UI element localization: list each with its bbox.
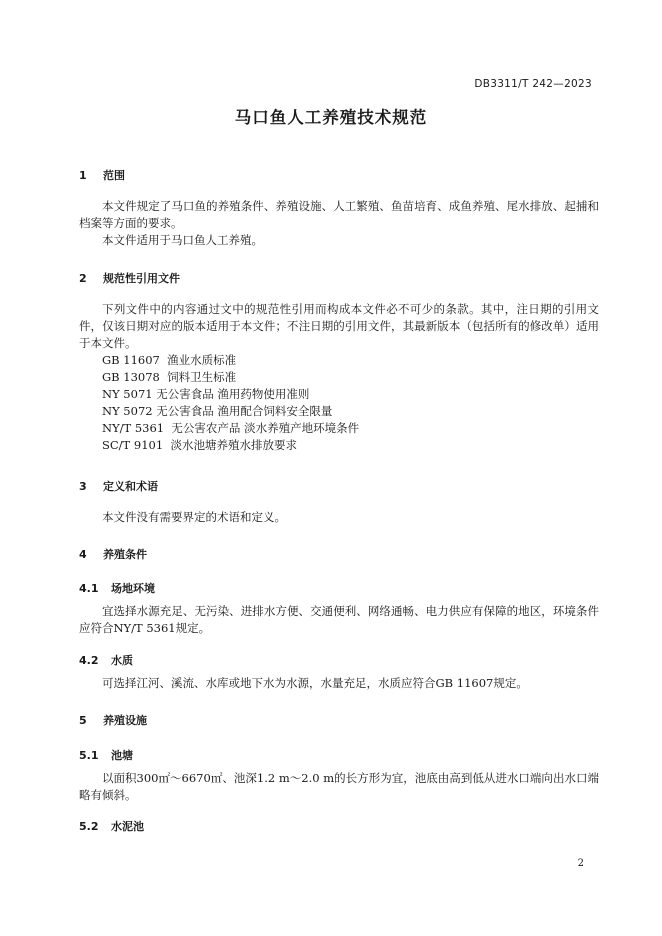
paragraph-terms: 本文件没有需要界定的术语和定义。 — [102, 510, 286, 524]
section-heading-2 — [79, 270, 180, 286]
section-title: 水泥池 — [111, 820, 144, 833]
section-title: 范围 — [103, 169, 125, 182]
reference-item: SC/T 9101 淡水池塘养殖水排放要求 — [102, 438, 297, 452]
paragraph-scope: 本文件规定了马口鱼的养殖条件、养殖设施、人工繁殖、鱼苗培育、成鱼养殖、尾水排放、起捕和档案等方面的要求。 — [79, 199, 599, 230]
section-title: 池塘 — [111, 749, 133, 762]
reference-item: GB 13078 饲料卫生标准 — [102, 370, 237, 384]
subsection-heading-4-2 — [79, 652, 133, 668]
paragraph-applicability: 本文件适用于马口鱼人工养殖。 — [102, 233, 263, 247]
reference-item: NY 5071 无公害食品 渔用药物使用准则 — [102, 387, 310, 401]
document-code: DB3311/T 242—2023 — [474, 78, 592, 90]
reference-item: NY 5072 无公害食品 渔用配合饲料安全限量 — [102, 404, 333, 418]
section-title: 规范性引用文件 — [103, 272, 180, 285]
section-number: 4.2 — [79, 654, 99, 667]
section-number: 5 — [79, 714, 87, 727]
section-number: 2 — [79, 272, 87, 285]
page-number: 2 — [577, 858, 584, 869]
paragraph-normative-refs: 下列文件中的内容通过文中的规范性引用而构成本文件必不可少的条款。其中，注日期的引用文件，仅该日期对应的版本适用于本文件；不注日期的引用文件，其最新版本（包括所有的修改单）适用于本文件。 — [79, 302, 599, 350]
subsection-heading-5-1 — [79, 747, 133, 763]
section-number: 5.1 — [79, 749, 99, 762]
section-title: 养殖条件 — [103, 548, 147, 561]
section-title: 定义和术语 — [103, 480, 158, 493]
section-number: 4.1 — [79, 582, 99, 595]
paragraph-site-environment: 宜选择水源充足、无污染、进排水方便、交通便利、网络通畅、电力供应有保障的地区，环境条件应符合NY/T 5361规定。 — [79, 604, 599, 635]
section-number: 5.2 — [79, 820, 99, 833]
section-heading-1 — [79, 167, 125, 183]
section-heading-5 — [79, 712, 147, 728]
paragraph-water-quality: 可选择江河、溪流、水库或地下水为水源，水量充足，水质应符合GB 11607规定。 — [102, 676, 528, 690]
section-number: 4 — [79, 548, 87, 561]
section-number: 3 — [79, 480, 87, 493]
section-number: 1 — [79, 169, 87, 182]
section-title: 养殖设施 — [103, 714, 147, 727]
section-heading-4 — [79, 546, 147, 562]
section-title: 水质 — [111, 654, 133, 667]
paragraph-pond: 以面积300㎡～6670㎡、池深1.2 m～2.0 m的长方形为宜，池底由高到低从进水口端向出水口端略有倾斜。 — [79, 771, 599, 802]
section-title: 场地环境 — [111, 582, 155, 595]
reference-item: NY/T 5361 无公害农产品 淡水养殖产地环境条件 — [102, 421, 360, 435]
subsection-heading-5-2 — [79, 818, 144, 834]
subsection-heading-4-1 — [79, 580, 155, 596]
document-title: 马口鱼人工养殖技术规范 — [234, 108, 428, 127]
reference-item: GB 11607 渔业水质标准 — [102, 353, 237, 367]
section-heading-3 — [79, 478, 158, 494]
